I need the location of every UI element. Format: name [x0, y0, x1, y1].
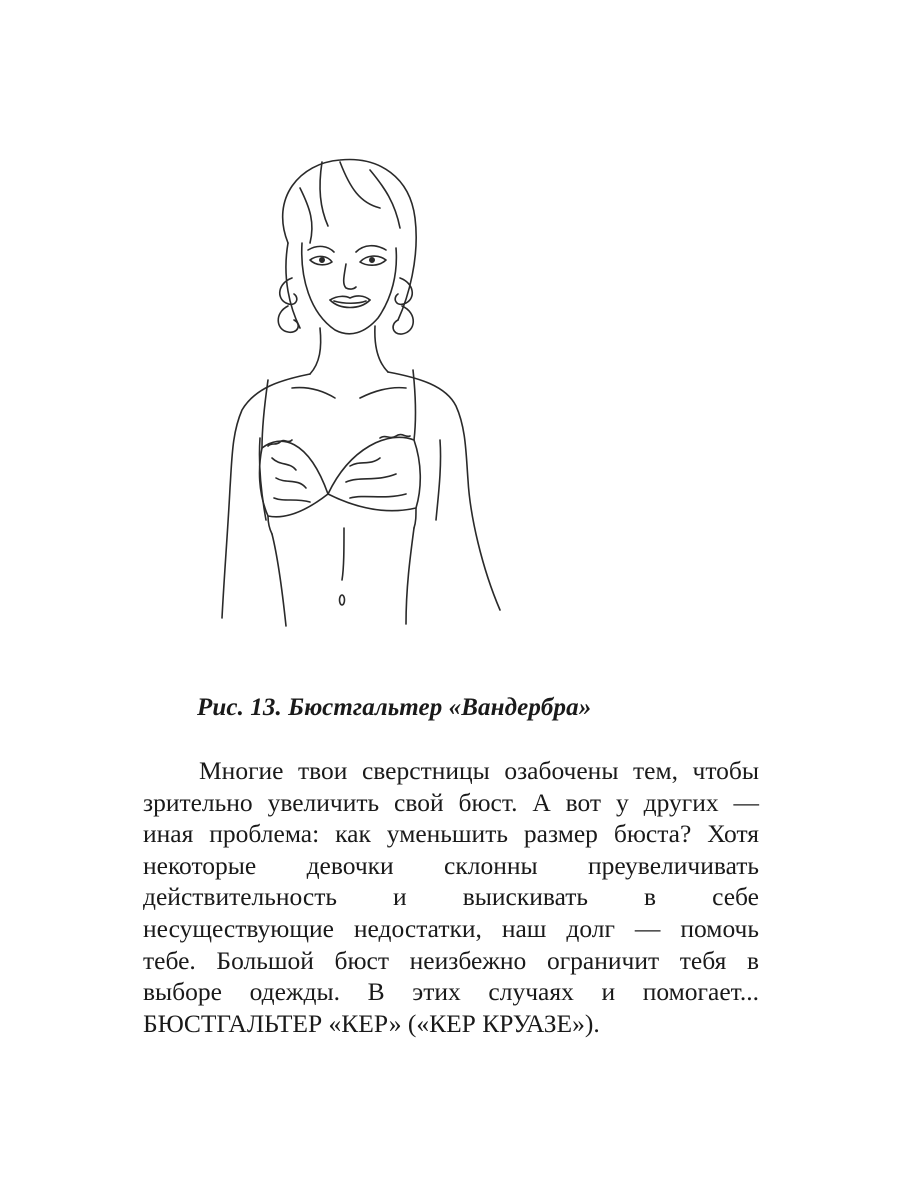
woman-in-bra-sketch-icon [210, 148, 510, 638]
figure-illustration [210, 148, 510, 638]
paragraph-line: зрительно увеличить свой бюст. А вот у других — [143, 787, 759, 817]
figure-caption: Рис. 13. Бюстгальтер «Вандербра» [197, 694, 592, 721]
paragraph-line: действительность и выискивать в себе [143, 882, 759, 912]
paragraph-line: иная проблема: как уменьшить размер бюста? Хотя [143, 819, 759, 849]
paragraph-line: Многие твои сверстницы озабочены тем, чтобы [199, 756, 759, 785]
paragraph-line: тебе. Большой бюст неизбежно ограничит тебя в [143, 945, 759, 975]
paragraph-line: несуществующие недостатки, наш долг — помочь [143, 913, 759, 943]
paragraph-line: некоторые девочки склонны преувеличивать [143, 850, 759, 880]
body-paragraph [143, 755, 759, 1039]
paragraph-line: БЮСТГАЛЬТЕР «КЕР» («КЕР КРУАЗЕ»). [143, 1008, 600, 1038]
paragraph-line: выборе одежды. В этих случаях и помогает... [143, 977, 759, 1007]
